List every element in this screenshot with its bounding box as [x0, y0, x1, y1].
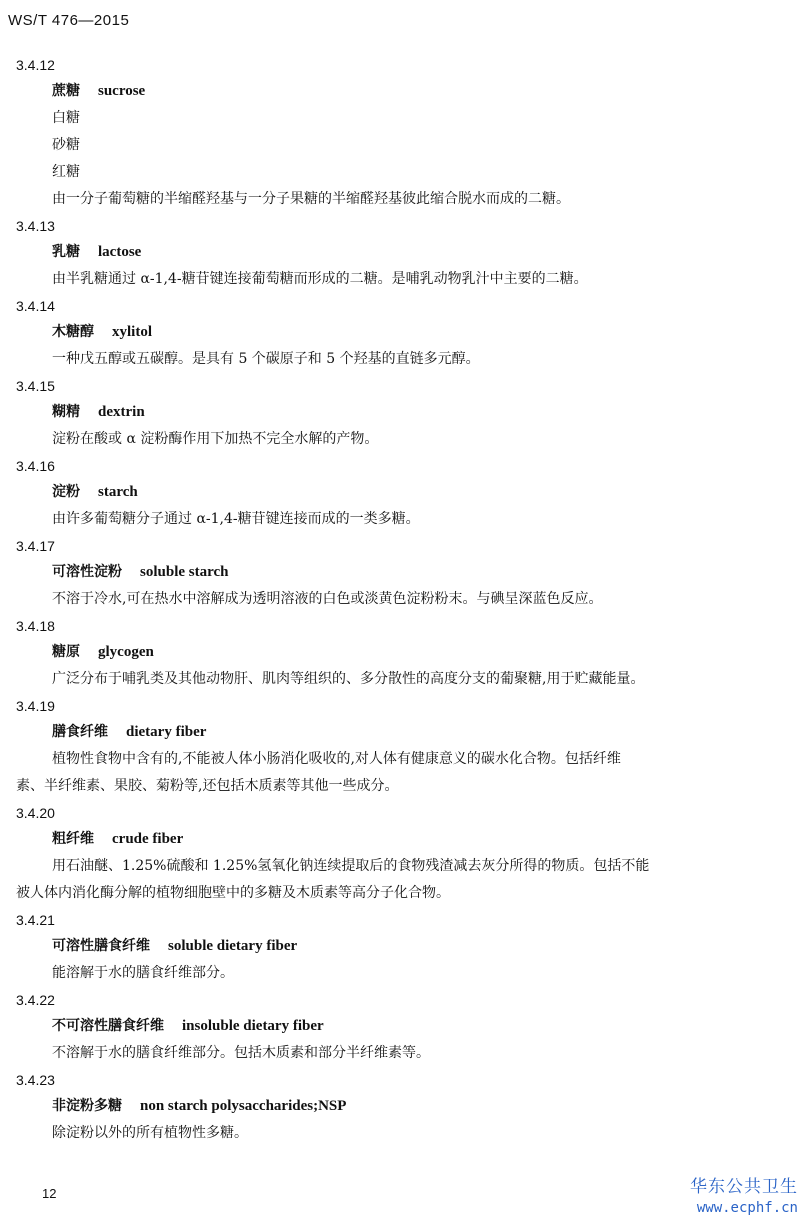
- term-synonym: 白糖: [52, 110, 80, 126]
- term-entry: [0, 293, 800, 373]
- term-entry: [0, 987, 800, 1067]
- term-entry: [0, 1067, 800, 1147]
- term-entry: [0, 907, 800, 987]
- term-definition: 植物性食物中含有的,不能被人体小肠消化吸收的,对人体有健康意义的碳水化合物。包括纤维: [52, 751, 621, 767]
- term-number: 3.4.12: [16, 57, 55, 73]
- term-number: 3.4.13: [16, 218, 55, 234]
- term-english: lactose: [98, 244, 142, 260]
- term-english: xylitol: [112, 324, 152, 340]
- term-english: soluble dietary fiber: [168, 938, 298, 954]
- term-title: [0, 933, 800, 960]
- term-chinese: 非淀粉多糖: [52, 1098, 122, 1114]
- term-title: [0, 826, 800, 853]
- term-title: [0, 399, 800, 426]
- term-chinese: 糊精: [52, 404, 80, 420]
- term-english: soluble starch: [140, 564, 229, 580]
- term-number: 3.4.18: [16, 618, 55, 634]
- term-definition: 被人体内消化酶分解的植物细胞壁中的多糖及木质素等高分子化合物。: [16, 885, 450, 901]
- term-chinese: 乳糖: [52, 244, 80, 260]
- term-entry: [0, 800, 800, 907]
- term-definition: 除淀粉以外的所有植物性多糖。: [52, 1125, 248, 1141]
- term-title: [0, 1093, 800, 1120]
- term-title: [0, 319, 800, 346]
- term-entry: [0, 453, 800, 533]
- term-list: [0, 52, 800, 1147]
- term-english: starch: [98, 484, 138, 500]
- term-definition: 由一分子葡萄糖的半缩醛羟基与一分子果糖的半缩醛羟基彼此缩合脱水而成的二糖。: [52, 191, 570, 207]
- term-definition: 用石油醚、1.25%硫酸和 1.25%氢氧化钠连续提取后的食物残渣减去灰分所得的物质。包括不能: [52, 858, 650, 874]
- term-definition: 素、半纤维素、果胶、菊粉等,还包括木质素等其他一些成分。: [16, 778, 399, 794]
- term-title: [0, 559, 800, 586]
- term-synonym: 红糖: [52, 164, 80, 180]
- term-entry: [0, 533, 800, 613]
- document-header: WS/T 476—2015: [8, 12, 130, 29]
- term-number: 3.4.20: [16, 805, 55, 821]
- term-entry: [0, 613, 800, 693]
- term-english: dietary fiber: [126, 724, 207, 740]
- term-chinese: 可溶性膳食纤维: [52, 938, 150, 954]
- term-chinese: 淀粉: [52, 484, 80, 500]
- term-chinese: 木糖醇: [52, 324, 94, 340]
- term-english: dextrin: [98, 404, 145, 420]
- term-definition: 广泛分布于哺乳类及其他动物肝、肌肉等组织的、多分散性的高度分支的葡聚糖,用于贮藏能量。: [52, 671, 645, 687]
- term-number: 3.4.14: [16, 298, 55, 314]
- term-title: [0, 78, 800, 105]
- term-chinese: 不可溶性膳食纤维: [52, 1018, 164, 1034]
- term-definition: 不溶解于水的膳食纤维部分。包括木质素和部分半纤维素等。: [52, 1045, 430, 1061]
- term-english: non starch polysaccharides;NSP: [140, 1098, 347, 1114]
- term-entry: [0, 52, 800, 213]
- term-title: [0, 239, 800, 266]
- term-english: glycogen: [98, 644, 154, 660]
- term-definition: 由许多葡萄糖分子通过 α-1,4-糖苷键连接而成的一类多糖。: [52, 511, 420, 527]
- term-title: [0, 1013, 800, 1040]
- term-definition: 淀粉在酸或 α 淀粉酶作用下加热不完全水解的产物。: [52, 431, 379, 447]
- term-number: 3.4.21: [16, 912, 55, 928]
- term-title: [0, 479, 800, 506]
- term-definition: 一种戊五醇或五碳醇。是具有 5 个碳原子和 5 个羟基的直链多元醇。: [52, 351, 480, 367]
- term-english: insoluble dietary fiber: [182, 1018, 324, 1034]
- term-definition: 由半乳糖通过 α-1,4-糖苷键连接葡萄糖而形成的二糖。是哺乳动物乳汁中主要的二糖。: [52, 271, 588, 287]
- term-chinese: 糖原: [52, 644, 80, 660]
- term-number: 3.4.23: [16, 1072, 55, 1088]
- term-entry: [0, 693, 800, 800]
- term-synonym: 砂糖: [52, 137, 80, 153]
- term-entry: [0, 213, 800, 293]
- term-english: crude fiber: [112, 831, 184, 847]
- term-english: sucrose: [98, 83, 146, 99]
- term-number: 3.4.15: [16, 378, 55, 394]
- term-definition: 能溶解于水的膳食纤维部分。: [52, 965, 234, 981]
- term-number: 3.4.16: [16, 458, 55, 474]
- term-chinese: 膳食纤维: [52, 724, 108, 740]
- watermark-name: 华东公共卫生: [690, 1177, 798, 1197]
- term-definition: 不溶于冷水,可在热水中溶解成为透明溶液的白色或淡黄色淀粉粉末。与碘呈深蓝色反应。: [52, 591, 603, 607]
- watermark-url: www.ecphf.cn: [696, 1200, 798, 1216]
- term-chinese: 蔗糖: [52, 83, 80, 99]
- term-chinese: 粗纤维: [52, 831, 94, 847]
- term-number: 3.4.19: [16, 698, 55, 714]
- term-number: 3.4.17: [16, 538, 55, 554]
- term-entry: [0, 373, 800, 453]
- page-number: 12: [42, 1186, 57, 1201]
- term-title: [0, 719, 800, 746]
- term-title: [0, 639, 800, 666]
- term-chinese: 可溶性淀粉: [52, 564, 122, 580]
- watermark: [690, 1176, 798, 1218]
- term-number: 3.4.22: [16, 992, 55, 1008]
